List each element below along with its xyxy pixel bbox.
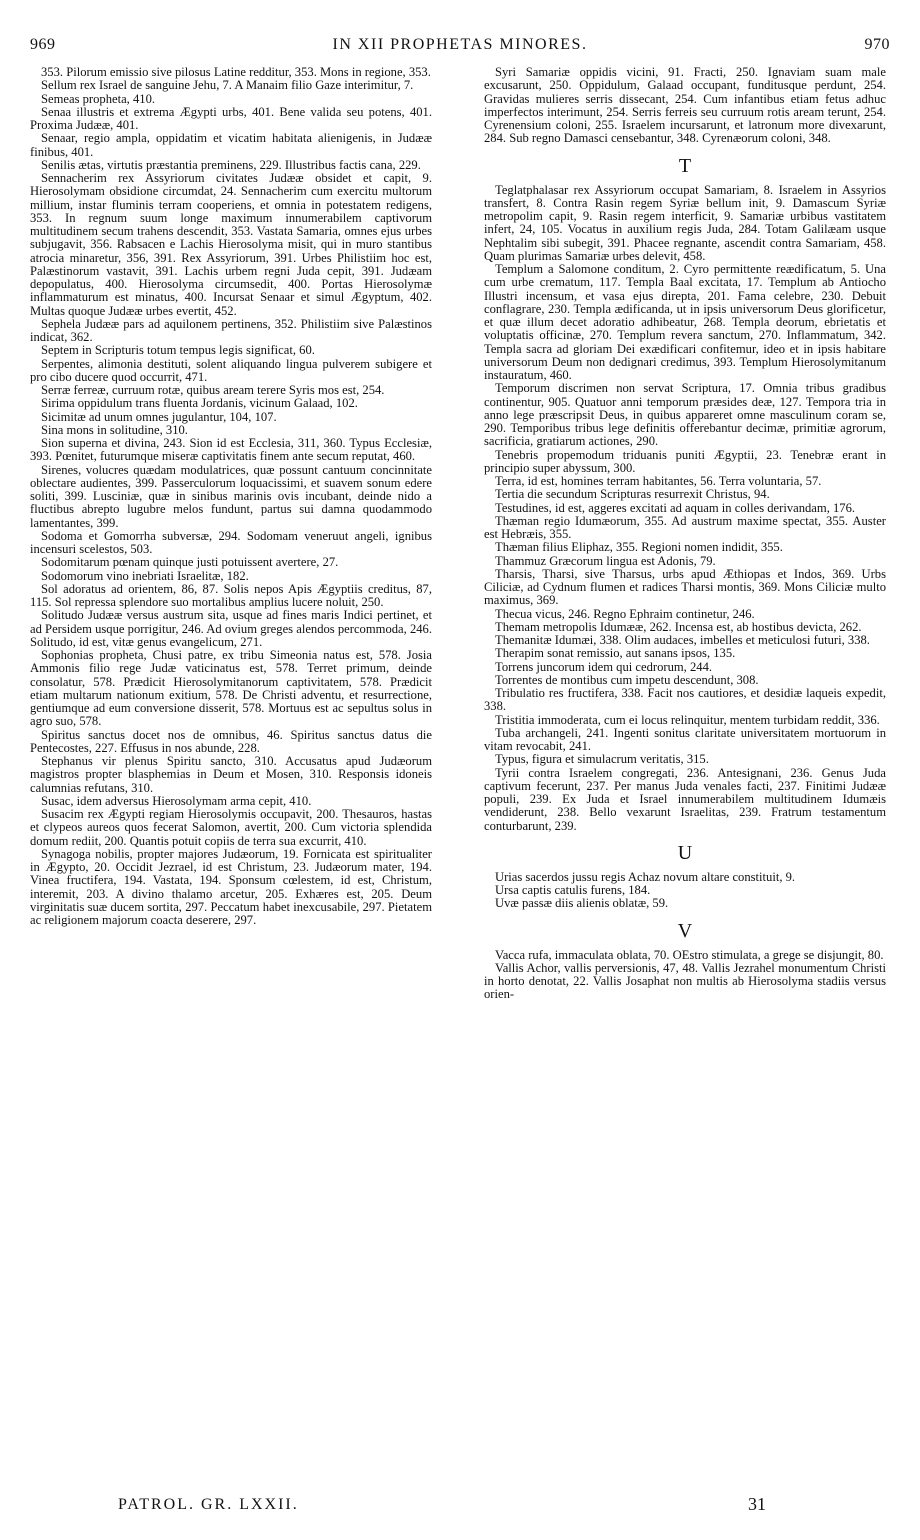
index-entry: Sirenes, volucres quædam modulatrices, quæ possunt cantuum concinnitate oblectare audientes, 399. Passerculorum loquacissimi, et suavem sonum edere soliti, 399. Lusciniæ, quæ in sinibus marinis ovis incubant, deinde nido a fluctibus abrepto lugubre melos fundunt, partus sui damna quodammodo lamentantes, 399. xyxy=(30,462,432,530)
index-entry: Sina mons in solitudine, 310. xyxy=(41,422,188,437)
section-letter-v: V xyxy=(677,919,693,942)
left-column xyxy=(30,66,432,927)
section-u-entries xyxy=(484,871,886,911)
right-column xyxy=(484,66,886,1002)
page-number-left: 969 xyxy=(30,36,56,53)
index-entry: Thæman filius Eliphaz, 355. Regioni nomen indidit, 355. xyxy=(495,540,783,555)
section-letter-t: T xyxy=(678,154,692,177)
index-entry: Septem in Scripturis totum tempus legis significat, 60. xyxy=(41,343,315,358)
index-entry: Stephanus vir plenus Spiritu sancto, 310. Accusatus apud Judæorum magistros propter blasphemias in Deum et Mosen, 310. Responsis idoneis calumnias refutans, 310. xyxy=(30,754,432,795)
index-entry: Thammuz Græcorum lingua est Adonis, 79. xyxy=(495,553,716,568)
index-entry: Teglatphalasar rex Assyriorum occupat Samariam, 8. Israelem in Assyrios transfert, 8. Contra Rasin regem Syriæ bellum init, 9. Damascum Syriæ metropolim capit, 9. Rasin regem interficit, 9. Samariæ urbibus vastitatem infert, 24, 105. Vocatus in auxilium regis Juda, 284. Totam Galilæam usque Nephtalim sibi subegit, 391. Phacee regnante, ascendit contra Samariam, 458. Quam plurimas Samariæ urbes delevit, 458. xyxy=(484,182,886,263)
index-entry: Torrentes de montibus cum impetu descendunt, 308. xyxy=(495,672,759,687)
index-entry: Terra, id est, homines terram habitantes, 56. Terra voluntaria, 57. xyxy=(495,474,822,488)
index-entry: Thæman regio Idumæorum, 355. Ad austrum maxime spectat, 355. Auster est Hebræis, 355. xyxy=(484,513,886,541)
index-entry: Themanitæ Idumæi, 338. Olim audaces, imbelles et meticulosi futuri, 338. xyxy=(495,633,870,647)
index-entry: Tristitia immoderata, cum ei locus relinquitur, mentem turbidam reddit, 336. xyxy=(495,712,880,727)
index-entry: Susac, idem adversus Hierosolymam arma cepit, 410. xyxy=(41,793,312,808)
index-entry: Sirima oppidulum trans fluenta Jordanis, vicinum Galaad, 102. xyxy=(41,396,358,411)
running-title: IN XII PROPHETAS MINORES. xyxy=(332,36,588,53)
index-entry: Syri Samariæ oppidis vicini, 91. Fracti, 250. Ignaviam suam male excusarunt, 250. Oppidulum, Galaad occupant, funditusque perdunt, 254. Gravidas mulieres serris dissecant, 254. Cum infantibus etiam fetus adhuc imperfectos interimunt, 254. Serris ferreis seu curruum rotis aream terunt, 254. Cyrenensium coloni, 255. Israelem incursarunt, et latronum more divexarunt, 284. Sub regno Damasci censebantur, 348. Cyrenæorum coloni, 348. xyxy=(484,65,886,146)
continued-entries xyxy=(484,66,886,146)
section-t-entries xyxy=(484,184,886,833)
footer-sheet-number: 31 xyxy=(748,1494,766,1514)
index-entry: Spiritus sanctus docet nos de omnibus, 46. Spiritus sanctus datus die Pentecostes, 227. Effusus in nos abunde, 228. xyxy=(30,727,432,755)
section-v-entries xyxy=(484,949,886,1002)
index-entry: Temporum discrimen non servat Scriptura, 17. Omnia tribus gradibus continentur, 905. Quatuor anni temporum præsides deæ, 127. Tempora tria in anno lege præscripsit Deus, in quibus appareret omne masculinum coram se, 290. Temporibus tribus lege definitis offerebantur decimæ, primitiæ agrorum, sacrificia, gratiarum actiones, 290. xyxy=(484,381,886,449)
index-entry: Sophonias propheta, Chusi patre, ex tribu Simeonia natus est, 578. Josia Ammonis filio rege Judæ vaticinatus est, 578. Terret primum, deinde consolatur, 578. Prædicit Hierosolymitanorum captivitatem, 578. Prædicit etiam multarum nationum exitium, 578. De Christi adventu, et resurrectione, gentiumque ad eum conversione disserit, 578. Mortuus est ac sepultus solus in agro suo, 578. xyxy=(30,648,432,729)
page-number-right: 970 xyxy=(864,36,890,53)
index-entry: Vacca rufa, immaculata oblata, 70. OEstro stimulata, a grege se disjungit, 80. xyxy=(495,947,884,962)
index-entry: Uvæ passæ diis alienis oblatæ, 59. xyxy=(495,896,669,911)
index-entry: Tertia die secundum Scripturas resurrexit Christus, 94. xyxy=(495,487,770,502)
index-entry: Themam metropolis Idumææ, 262. Incensa est, ab hostibus devicta, 262. xyxy=(495,619,862,634)
index-entry: Sicimitæ ad unum omnes jugulantur, 104, 107. xyxy=(41,409,277,424)
index-entry: Sellum rex Israel de sanguine Jehu, 7. A Manaim filio Gaze interimitur, 7. xyxy=(41,78,414,93)
index-entry: 353. Pilorum emissio sive pilosus Latine redditur, 353. Mons in regione, 353. xyxy=(41,65,431,79)
index-entry: Susacim rex Ægypti regiam Hierosolymis occupavit, 200. Thesauros, hastas et clypeos aureos quos fecerat Salomon, avertit, 200. Cum victoria splendida domum rediit, 200. Quantis potuit copiis de terra sua excurrit, 410. xyxy=(30,807,432,848)
index-entry: Sodomorum vino inebriati Israelitæ, 182. xyxy=(41,568,249,583)
index-entry: Thecua vicus, 246. Regno Ephraim continetur, 246. xyxy=(495,606,755,621)
index-entry: Typus, figura et simulacrum veritatis, 315. xyxy=(495,752,709,767)
index-entry: Templum a Salomone conditum, 2. Cyro permittente reædificatum, 5. Una cum urbe crematum, 117. Templa Baal excitata, 17. Templum ab Antiocho Illustri incensum, et vasa ejus direpta, 201. Fama celebre, 230. Debuit conflagrare, 230. Templa ædificanda, ut in ipsis universorum Deus glorificetur, et quæ illum decet adoratio adhibeatur, 268. Templa deorum, ebrietatis et voluptatis officinæ, 270. Templum revera sanctum, 270. Inflammatum, 342. Templa sacra ad gloriam Dei exædificari confitemur, ideo et in ipsis habitare universorum Deum non dedignari credimus, 393. Templum Hierosolymitanum instauratum, 460. xyxy=(484,262,886,382)
index-entry: Tribulatio res fructifera, 338. Facit nos cautiores, et desidiæ laqueis expedit, 338. xyxy=(484,686,886,714)
index-entry: Vallis Achor, vallis perversionis, 47, 48. Vallis Jezrahel monumentum Christi in horto denotat, 22. Vallis Josaphat non multis ab Hierosolyma stadiis versus orien- xyxy=(484,960,886,1002)
index-entry: Serpentes, alimonia destituti, solent aliquando lingua pulverem subigere et pro cibo ducere quod occurrit, 471. xyxy=(30,356,432,384)
index-entry: Sodomitarum pœnam quinque justi potuissent avertere, 27. xyxy=(41,555,339,570)
index-entry: Senilis ætas, virtutis præstantia preminens, 229. Illustribus factis cana, 229. xyxy=(41,157,421,172)
index-entry: Therapim sonat remissio, aut sanans ipsos, 135. xyxy=(495,646,736,661)
index-entry: Senaar, regio ampla, oppidatim et vicatim habitata alienigenis, in Judææ finibus, 401. xyxy=(30,131,432,159)
index-entry: Sennacherim rex Assyriorum civitates Judææ obsidet et capit, 9. Hierosolymam obsidione circumdat, 24. Sennacherim cum exercitu multorum millium, instar fluminis terram cooperiens, et omnia in potestatem redigens, 353. In regnum suum longe maximum innumerabilem captivorum multitudinem secum trahens descendit, 353. Vastata Samaria, omnes ejus urbes subjugavit, 356. Rabsacen e Lachis Hierosolyma misit, qui in muro stantibus atrocia minaretur, 356, 391. Rex Assyriorum, 391. Urbes Philistiim hoc est, Palæstinorum vastavit, 391. Lachis urbem regni Juda cepit, 391. Judæam depopulatus, 400. Hierosolyma circumsedit, 400. Portas Hierosolymæ inflammaturum est minatus, 400. Incursat Senaar et simul Ægyptum, 402. Multas quoque Judææ urbes evertit, 452. xyxy=(30,171,432,318)
index-entry: Testudines, id est, aggeres excitati ad aquam in colles derivandam, 176. xyxy=(495,500,856,515)
index-entry: Torrens juncorum idem qui cedrorum, 244. xyxy=(495,659,713,674)
index-entry: Sephela Judææ pars ad aquilonem pertinens, 352. Philistiim sive Palæstinos indicat, 362. xyxy=(30,316,432,344)
index-entry: Synagoga nobilis, propter majores Judæorum, 19. Fornicata est spiritualiter in Ægypto, 20. Occidit Jezrael, id est Christum, 23. Judæorum mater, 194. Vinea fructifera, 194. Vastata, 194. Sponsum cœlestem, id est, Christum, interemit, 203. A divino thalamo arcetur, 205. Exhæres est, 205. Deum virginitatis suæ ducem sortita, 297. Peccatum habet inexcusabile, 297. Pietatem ac religionem majorum coacta deserere, 297. xyxy=(30,846,432,927)
index-entry: Tuba archangeli, 241. Ingenti sonitus claritate universitatem mortuorum in vitam revocabit, 241. xyxy=(484,725,886,753)
index-entry: Tenebris propemodum triduanis puniti Ægyptii, 23. Tenebræ erant in principio super abyssum, 300. xyxy=(484,447,886,475)
footer-signature: PATROL. GR. LXXII. xyxy=(118,1496,299,1513)
index-entry: Urias sacerdos jussu regis Achaz novum altare constituit, 9. xyxy=(495,869,796,884)
index-entry: Serræ ferreæ, curruum rotæ, quibus aream terere Syris mos est, 254. xyxy=(41,383,385,397)
index-entry: Sodoma et Gomorrha subversæ, 294. Sodomam veneruut angeli, ignibus incensuri scelestos, 503. xyxy=(30,528,432,556)
page-header xyxy=(30,36,890,58)
index-entry: Tyrii contra Israelem congregati, 236. Antesignani, 236. Genus Juda captivum fecerunt, 237. Per manus Juda venales facti, 237. Finitimi Judææ populi, 239. Ex Juda et Israel innumerabilem multitudinem Idumæis vendiderunt, 238. Bello vexarunt Israelitas, 239. Fratrum testamentum conturbarunt, 239. xyxy=(484,765,886,833)
section-letter-u: U xyxy=(677,841,693,864)
index-entry: Senaa illustris et extrema Ægypti urbs, 401. Bene valida seu potens, 401. Proxima Judææ, 401. xyxy=(30,104,432,132)
index-entry: Semeas propheta, 410. xyxy=(41,91,156,106)
index-entry: Solitudo Judææ versus austrum sita, usque ad fines maris Indici pertinet, et ad Persidem usque porrigitur, 246. Ad ovium greges alendos percommoda, 246. Solitudo, id est, vitæ genus evangelicum, 271. xyxy=(30,608,432,649)
index-entry: Ursa captis catulis furens, 184. xyxy=(495,883,651,897)
index-entry: Sion superna et divina, 243. Sion id est Ecclesia, 311, 360. Typus Ecclesiæ, 393. Pœnitet, futurumque miseræ captivitatis finem ante secum reputat, 460. xyxy=(30,436,432,464)
index-entry: Sol adoratus ad orientem, 86, 87. Solis nepos Apis Ægyptiis creditus, 87, 115. Sol repressa splendore suo mortalibus amplius lucere noluit, 250. xyxy=(30,581,432,609)
index-entry: Tharsis, Tharsi, sive Tharsus, urbs apud Æthiopas et Indos, 369. Urbs Ciliciæ, ad Cydnum flumen et radices Tharsi montis, 369. Mons Ciliciæ multo maximus, 369. xyxy=(484,566,886,608)
